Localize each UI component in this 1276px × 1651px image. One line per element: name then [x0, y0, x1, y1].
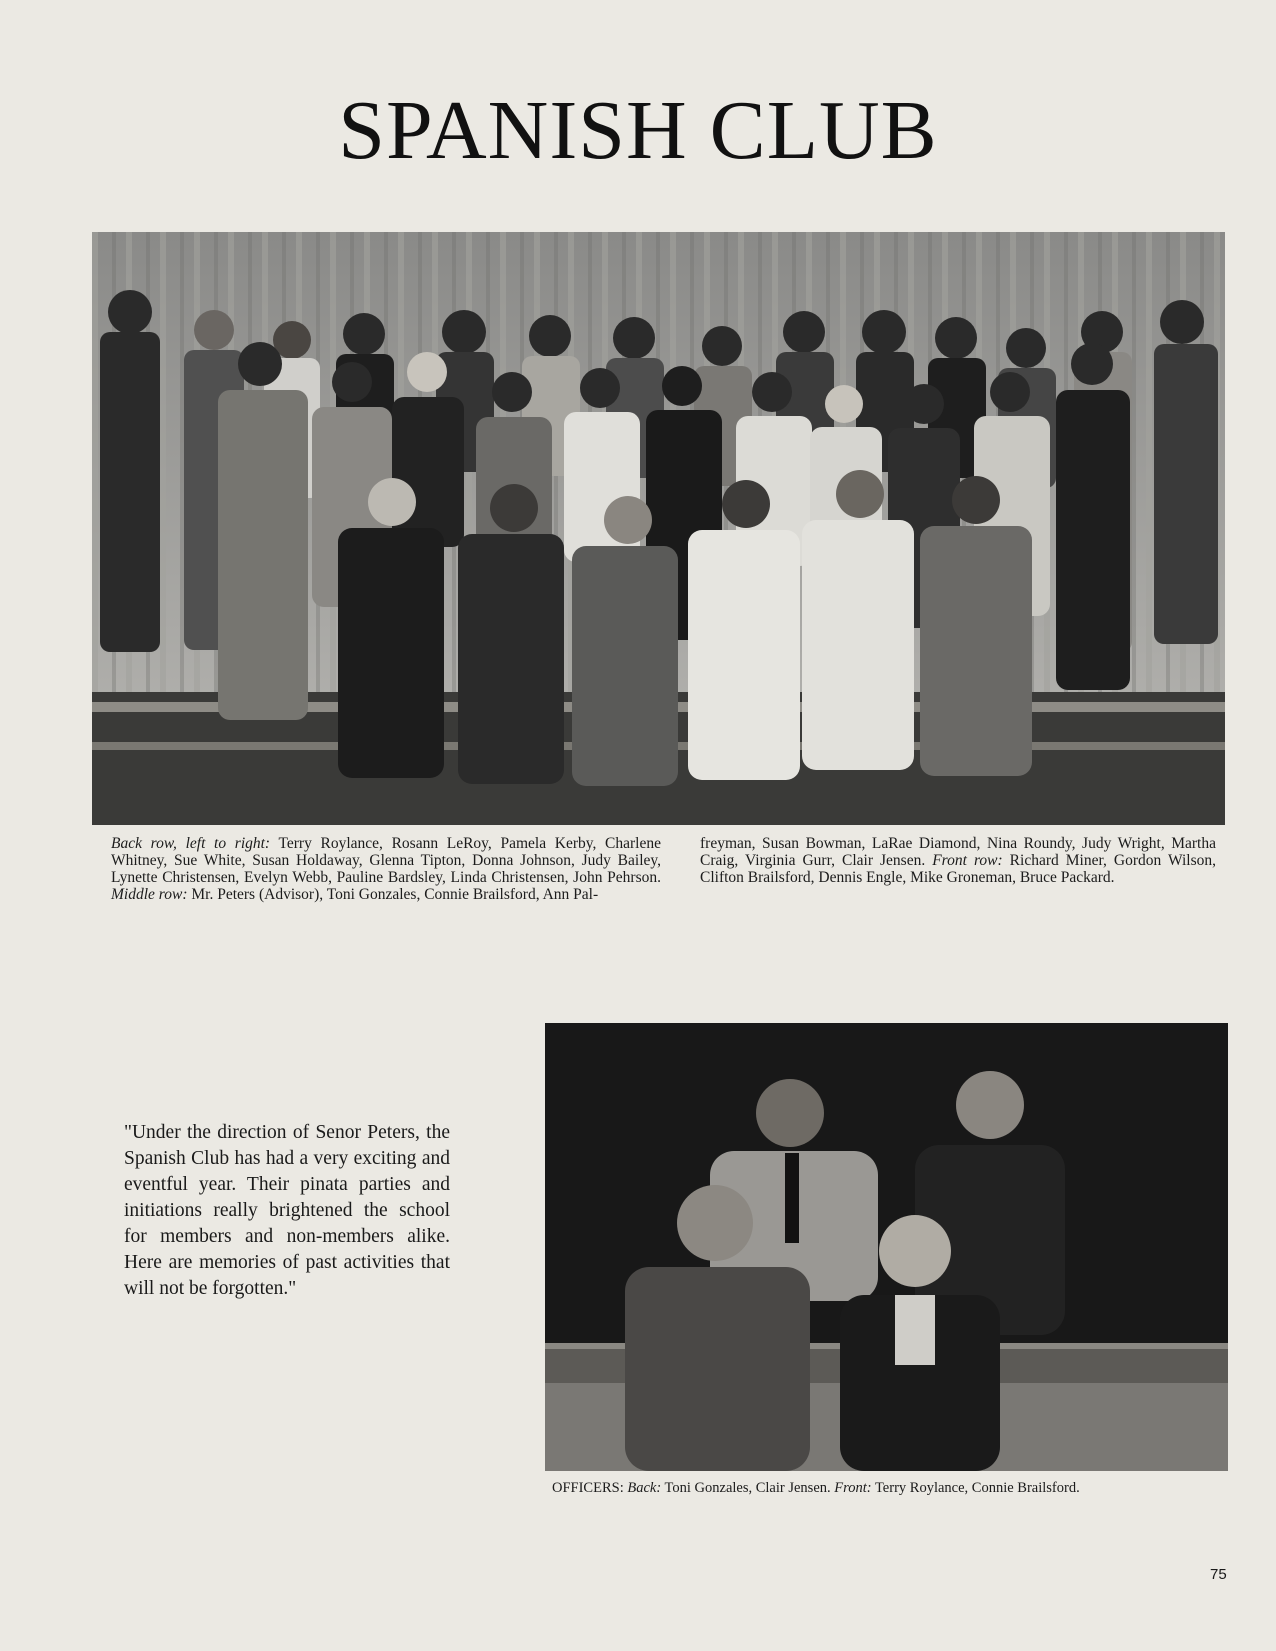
back-row-names: Terry Roylance, Rosann LeRoy, Pamela Kerby, Charlene Whitney, Sue White, Susan Holdaway, Glenna Tipton, Donna Johnson, Judy Bailey, Lynette Christensen, Evelyn Webb, Pauline Bardsley, Linda Christensen, John Pehrson. — [111, 835, 661, 886]
middle-row-label: Middle row: — [111, 886, 188, 903]
officers-caption — [552, 1480, 1216, 1497]
group-caption-left — [111, 835, 661, 903]
page-number: 75 — [1210, 1566, 1227, 1583]
officers-photo — [545, 1023, 1228, 1471]
group-photo — [92, 232, 1225, 825]
middle-row-names-part1: Mr. Peters (Advisor), Toni Gonzales, Connie Brailsford, Ann Pal- — [187, 886, 599, 903]
back-row-label: Back row, left to right: — [111, 835, 271, 852]
page-title: SPANISH CLUB — [338, 84, 938, 177]
group-photo-image — [92, 232, 1225, 825]
officers-front-label: Front: — [834, 1480, 872, 1496]
officers-back-label: Back: — [627, 1480, 662, 1496]
group-caption-right — [700, 835, 1216, 886]
officers-back-names: Toni Gonzales, Clair Jensen. — [661, 1480, 835, 1496]
officers-front-names: Terry Roylance, Connie Brailsford. — [871, 1480, 1080, 1496]
middle-row-names-part2: freyman, Susan Bowman, LaRae Diamond, Nina Roundy, Judy Wright, Martha Craig, Virginia Gurr, Clair Jensen. — [700, 835, 1216, 869]
club-quote: "Under the direction of Senor Peters, the Spanish Club has had a very exciting and eventful year. Their pinata parties and initiations really brightened the school for members and non-members alike. Here are memories of past activities that will not be forgotten." — [124, 1122, 450, 1299]
front-row-names: Richard Miner, Gordon Wilson, Clifton Brailsford, Dennis Engle, Mike Groneman, Bruce Packard. — [700, 852, 1216, 886]
front-row-label: Front row: — [932, 852, 1003, 869]
officers-photo-image — [545, 1023, 1228, 1471]
officers-prefix: OFFICERS: — [552, 1480, 628, 1496]
